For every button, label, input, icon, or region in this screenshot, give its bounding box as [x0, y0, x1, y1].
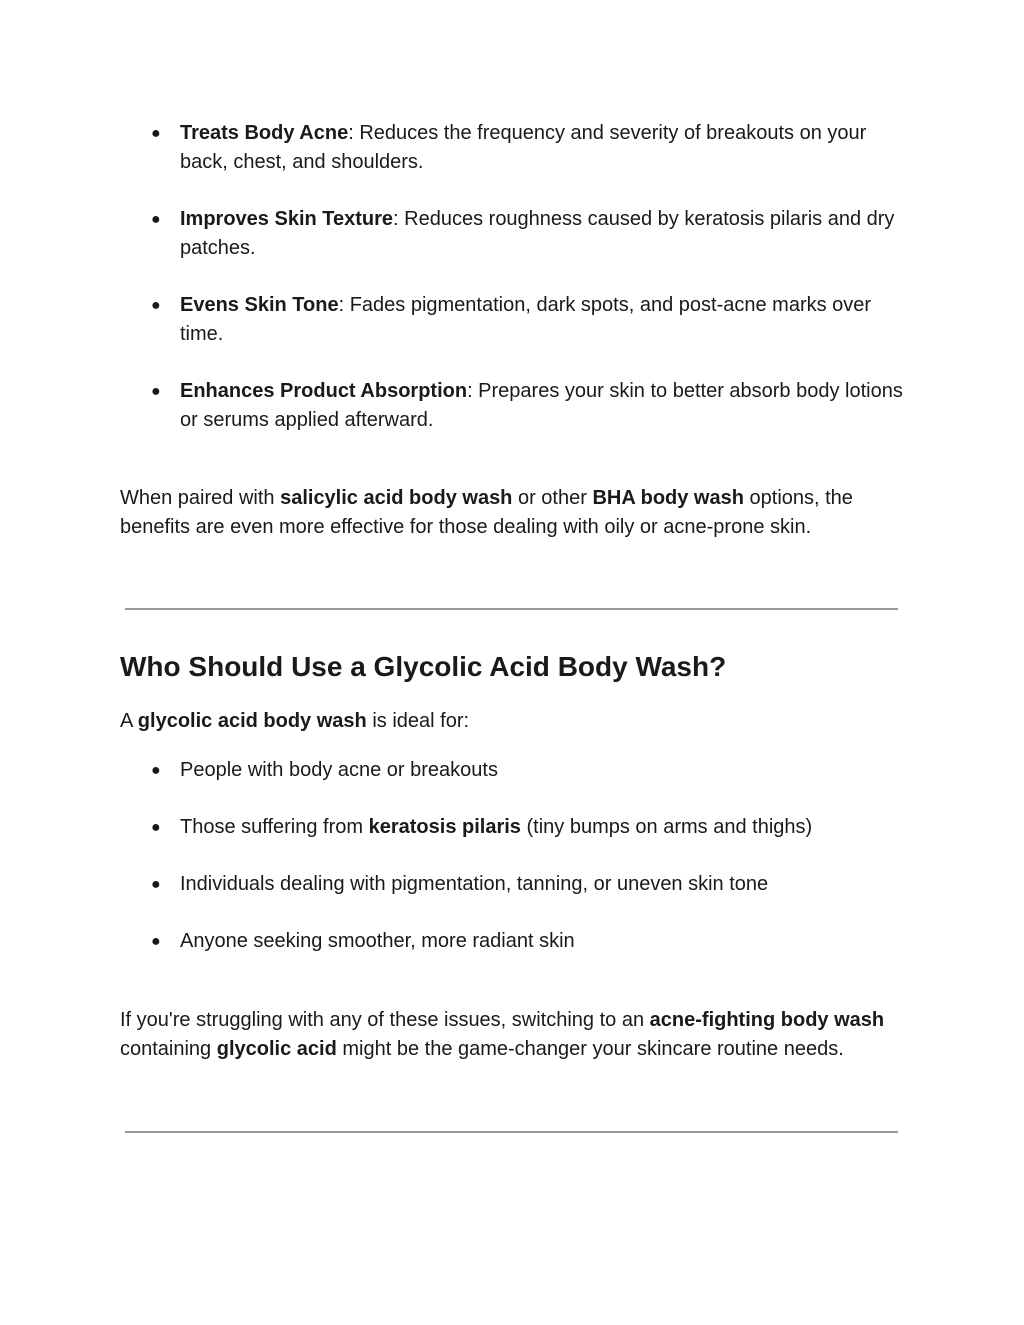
list-item [120, 119, 910, 177]
list-item [120, 870, 910, 899]
paragraph-bold: glycolic acid body wash [137, 710, 367, 732]
list-item-text: Those suffering from [180, 816, 369, 838]
benefit-text: : Fades pigmentation, dark spots, and post-acne marks over time. [180, 294, 872, 345]
bullet-icon: ● [151, 762, 161, 779]
benefit-title: Evens Skin Tone [180, 294, 339, 316]
paragraph-text: A [120, 710, 138, 732]
list-item [120, 291, 910, 349]
list-item [120, 927, 910, 956]
paragraph-bold: salicylic acid body wash [280, 487, 513, 509]
horizontal-divider [125, 1131, 898, 1133]
bullet-icon: ● [151, 297, 161, 314]
list-item-text: Individuals dealing with pigmentation, tanning, or uneven skin tone [180, 873, 769, 895]
benefit-text: : Prepares your skin to better absorb body lotions or serums applied afterward. [180, 380, 903, 431]
paragraph-text: might be the game-changer your skincare routine needs. [336, 1038, 844, 1060]
benefit-title: Enhances Product Absorption [180, 380, 468, 402]
bullet-icon: ● [151, 125, 161, 142]
section-heading: Who Should Use a Glycolic Acid Body Wash? [120, 651, 727, 682]
horizontal-divider [125, 608, 898, 610]
benefit-title: Treats Body Acne [180, 122, 349, 144]
audience-list [120, 756, 910, 956]
list-item [120, 813, 910, 842]
benefits-list [120, 119, 910, 435]
benefit-text: : Reduces roughness caused by keratosis pilaris and dry patches. [180, 208, 895, 259]
list-item-text: People with body acne or breakouts [180, 759, 498, 781]
list-item [120, 377, 910, 435]
bullet-icon: ● [151, 383, 161, 400]
paragraph-bold: glycolic acid [216, 1038, 337, 1060]
intro-paragraph [120, 707, 910, 736]
pairing-paragraph [120, 484, 910, 542]
paragraph-text: containing [120, 1038, 217, 1060]
paragraph-text: or other [512, 487, 593, 509]
list-item [120, 205, 910, 263]
paragraph-bold: BHA body wash [592, 487, 744, 509]
paragraph-text: options, the benefits are even more effective for those dealing with oily or acne-prone skin. [120, 487, 853, 538]
closing-paragraph [120, 1006, 910, 1064]
paragraph-text: If you're struggling with any of these issues, switching to an [120, 1009, 650, 1031]
list-item-text: (tiny bumps on arms and thighs) [520, 816, 813, 838]
list-item-bold: keratosis pilaris [368, 816, 521, 838]
bullet-icon: ● [151, 211, 161, 228]
benefit-title: Improves Skin Texture [180, 208, 394, 230]
bullet-icon: ● [151, 933, 161, 950]
paragraph-text: When paired with [120, 487, 281, 509]
paragraph-text: is ideal for: [366, 710, 470, 732]
bullet-icon: ● [151, 819, 161, 836]
list-item [120, 756, 910, 785]
bullet-icon: ● [151, 876, 161, 893]
list-item-text: Anyone seeking smoother, more radiant skin [180, 930, 575, 952]
benefit-text: : Reduces the frequency and severity of breakouts on your back, chest, and shoulders. [180, 122, 867, 173]
paragraph-bold: acne-fighting body wash [649, 1009, 885, 1031]
